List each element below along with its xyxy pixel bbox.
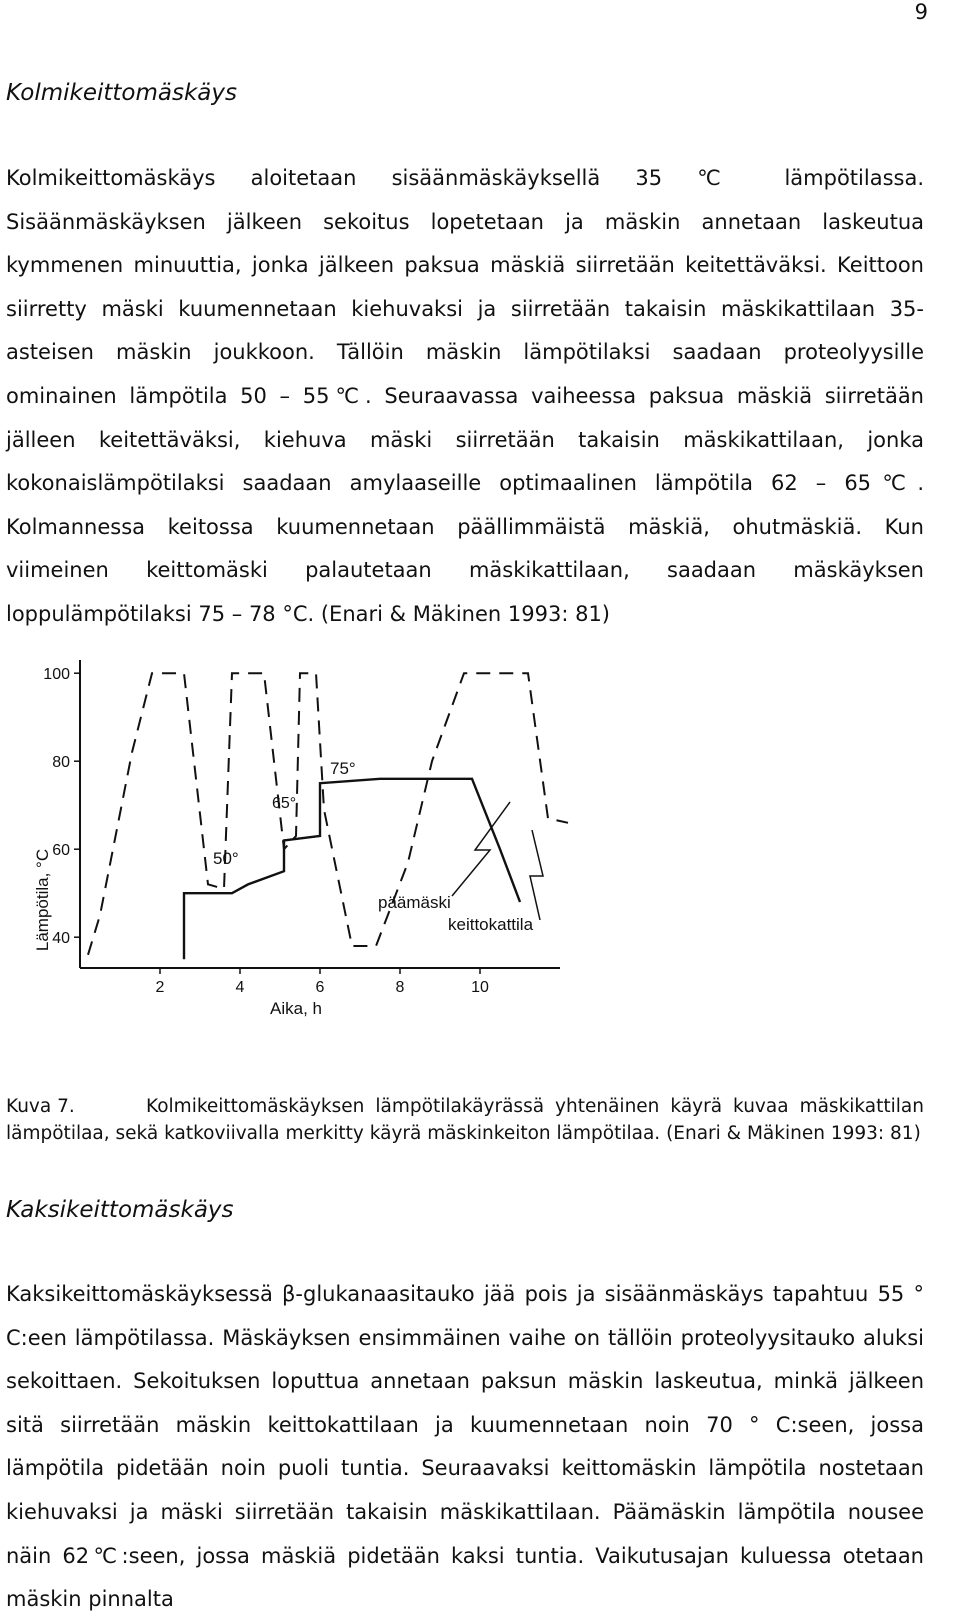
temperature-chart-svg: [20, 630, 580, 1060]
figure-caption: [6, 1093, 924, 1147]
caption-label: Kuva 7.: [6, 1096, 75, 1117]
temperature-chart: [20, 630, 580, 1060]
annotation-keittokattila: keittokattila: [448, 915, 534, 934]
pointer-arrow-paamaski: [452, 802, 510, 896]
y-tick-label: 40: [52, 930, 70, 948]
annotation-75: 75°: [330, 759, 356, 778]
x-tick-label: 8: [395, 979, 405, 996]
x-tick-label: 10: [471, 979, 489, 996]
annotation-50: 50°: [213, 849, 239, 868]
x-tick-label: 4: [235, 979, 245, 996]
x-tick-label: 6: [315, 979, 325, 996]
pointer-arrow-keittokattila: [530, 830, 543, 920]
section-heading-kolmikeitto: Kolmikeittomäskäys: [6, 80, 237, 106]
section-heading-kaksikeitto: Kaksikeittomäskäys: [6, 1197, 234, 1223]
body-paragraph-kaksikeitto: Kaksikeittomäskäyksessä β-glukanaasitauko jää pois ja sisäänmäskäys tapahtuu 55 ° C:een lämpötilassa. Mäskäyksen ensimmäinen vaihe on tällöin proteolyysitauko aluksi sekoittaen. Sekoituksen loputtua annetaan paksun mäskin laskeutua, minkä jälkeen sitä siirretään mäskin keittokattilaan ja kuumennetaan noin 70 ° C:seen, jossa lämpötila pidetään noin puoli tuntia. Seuraavaksi keittomäskin lämpötila nostetaan kiehuvaksi ja mäski siirretään takaisin mäskikattilaan. Päämäskin lämpötila nousee näin 62℃:seen, jossa mäskiä pidetään kaksi tuntia. Vaikutusajan kuluessa otetaan mäskin pinnalta: [6, 1282, 924, 1612]
y-tick-label: 60: [52, 842, 70, 860]
y-axis-label: Lämpötila, °C: [33, 848, 52, 952]
series-line-keittomaski: [88, 673, 568, 955]
y-tick-label: 80: [52, 754, 70, 772]
body-paragraph-kolmikeitto: Kolmikeittomäskäys aloitetaan sisäänmäskäyksellä 35 ℃ lämpötilassa. Sisäänmäskäyksen jälkeen sekoitus lopetetaan ja mäskin annetaan laskeutua kymmenen minuuttia, jonka jälkeen paksua mäskiä siirretään keitettäväksi. Keittoon siirretty mäski kuumennetaan kiehuvaksi ja siirretään takaisin mäskikattilaan 35-asteisen mäskin joukkoon. Tällöin mäskin lämpötilaksi saadaan proteolyysille ominainen lämpötila 50 – 55℃. Seuraavassa vaiheessa paksua mäskiä siirretään jälleen keitettäväksi, kiehuva mäski siirretään takaisin mäskikattilaan, jonka kokonaislämpötilaksi saadaan amylaaseille optimaalinen lämpötila 62 – 65℃. Kolmannessa keitossa kuumennetaan päällimmäistä mäskiä, ohutmäskiä. Kun viimeinen keittomäski palautetaan mäskikattilaan, saadaan mäskäyksen loppulämpötilaksi 75 – 78 °C. (Enari & Mäkinen 1993: 81): [6, 166, 924, 626]
annotation-65: 65°: [272, 795, 297, 812]
page-number: 9: [914, 0, 928, 24]
caption-text: Kolmikeittomäskäyksen lämpötilakäyrässä yhtenäinen käyrä kuvaa mäskikattilan lämpötilaa, sekä katkoviivalla merkitty käyrä mäskinkeiton lämpötilaa. (Enari & Mäkinen 1993: 81): [6, 1096, 924, 1144]
y-tick-label: 100: [43, 666, 70, 684]
x-tick-label: 2: [155, 979, 165, 996]
annotation-paamaski: päämäski: [378, 893, 451, 912]
x-axis-label: Aika, h: [270, 999, 322, 1018]
